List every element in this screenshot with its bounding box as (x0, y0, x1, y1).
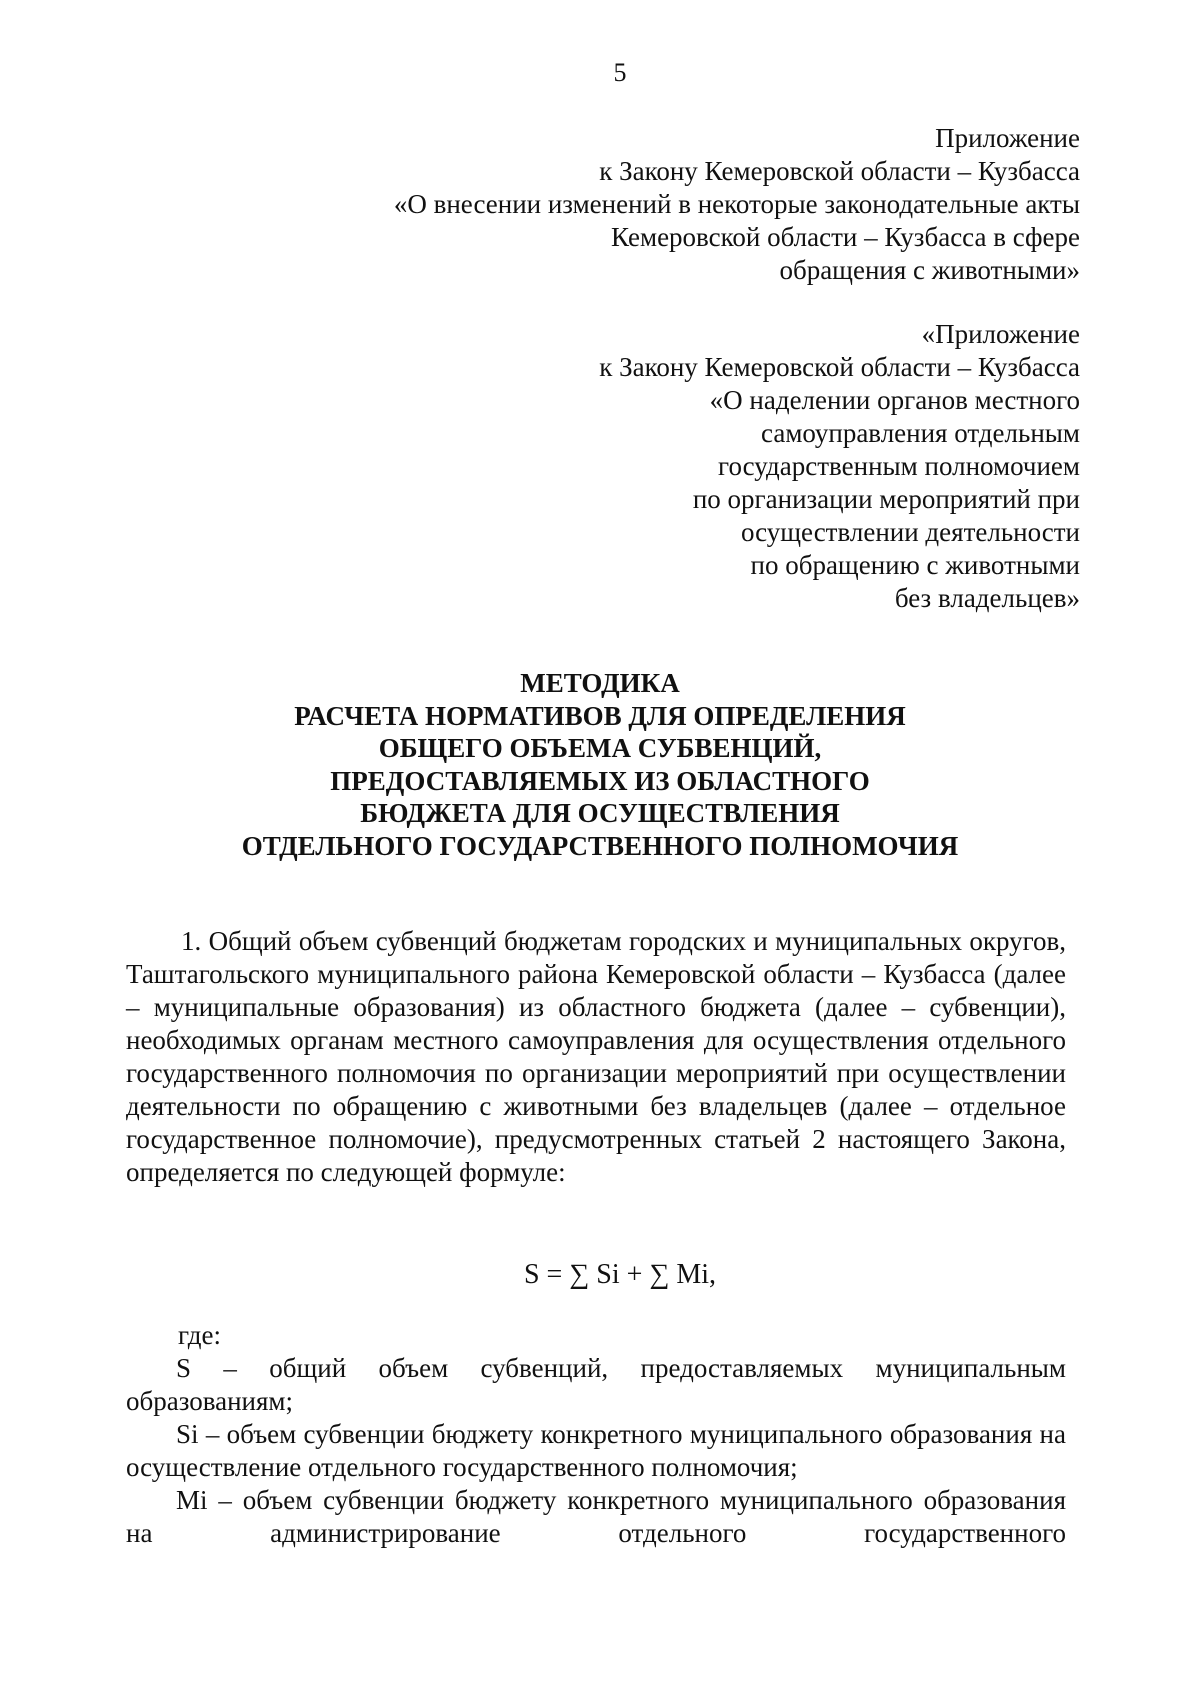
paragraph-1-text: 1. Общий объем субвенций бюджетам городских и муниципальных округов, Таштагольского муниципального района Кемеровской области – Кузбасса (далее – муниципальные образования) из областного бюджета (далее – субвенции), необходимых органам местного самоуправления для осуществления отдельного государственного полномочия по организации мероприятий при осуществлении деятельности по обращению с животными без владельцев (далее – отдельное государственное полномочие), предусмотренных статьей 2 настоящего Закона, определяется по следующей формуле: (126, 926, 1066, 1187)
title-line: БЮДЖЕТА ДЛЯ ОСУЩЕСТВЛЕНИЯ (360, 798, 840, 828)
appendix-header-2 (599, 318, 1080, 615)
appendix-1-line: к Закону Кемеровской области – Кузбасса (599, 156, 1080, 186)
title-line: ОБЩЕГО ОБЪЕМА СУБВЕНЦИЙ, (378, 733, 822, 763)
appendix-2-line: без владельцев» (894, 583, 1080, 613)
appendix-2-line: по обращению с животными (750, 550, 1080, 580)
appendix-1-line: обращения с животными» (779, 255, 1080, 285)
appendix-1-line: «О внесении изменений в некоторые законодательные акты (393, 189, 1080, 219)
title-line: РАСЧЕТА НОРМАТИВОВ ДЛЯ ОПРЕДЕЛЕНИЯ (294, 700, 906, 731)
title-line: МЕТОДИКА (520, 668, 680, 698)
paragraph-1 (126, 925, 1066, 1189)
appendix-2-line: по организации мероприятий при (692, 484, 1080, 514)
definition-si: Si – объем субвенции бюджету конкретного муниципального образования на осуществление отдельного государственного полномочия; (126, 1419, 1066, 1482)
definition-s: S – общий объем субвенций, предоставляемых муниципальным образованиям; (126, 1353, 1066, 1416)
appendix-2-line: осуществлении деятельности (740, 517, 1080, 547)
page-number: 5 (613, 58, 627, 87)
appendix-2-line: самоуправления отдельным (761, 418, 1080, 448)
appendix-2-line: государственным полномочием (718, 451, 1080, 481)
appendix-2-line: к Закону Кемеровской области – Кузбасса (599, 352, 1080, 382)
appendix-1-line: Приложение (935, 123, 1080, 153)
definitions-block (126, 1319, 1066, 1550)
where-label: где: (178, 1320, 221, 1350)
document-title (0, 667, 1200, 862)
appendix-2-line: «Приложение (921, 319, 1080, 349)
title-line: ОТДЕЛЬНОГО ГОСУДАРСТВЕННОГО ПОЛНОМОЧИЯ (241, 830, 959, 861)
appendix-header-1 (394, 122, 1080, 287)
formula: S = ∑ Si + ∑ Mi, (523, 1259, 717, 1290)
appendix-1-line: Кемеровской области – Кузбасса в сфере (611, 222, 1080, 252)
definition-mi: Mi – объем субвенции бюджету конкретного муниципального образования на администрирование отдельного государственного (126, 1485, 1066, 1548)
title-line: ПРЕДОСТАВЛЯЕМЫХ ИЗ ОБЛАСТНОГО (330, 765, 870, 796)
appendix-2-line: «О наделении органов местного (709, 385, 1080, 415)
